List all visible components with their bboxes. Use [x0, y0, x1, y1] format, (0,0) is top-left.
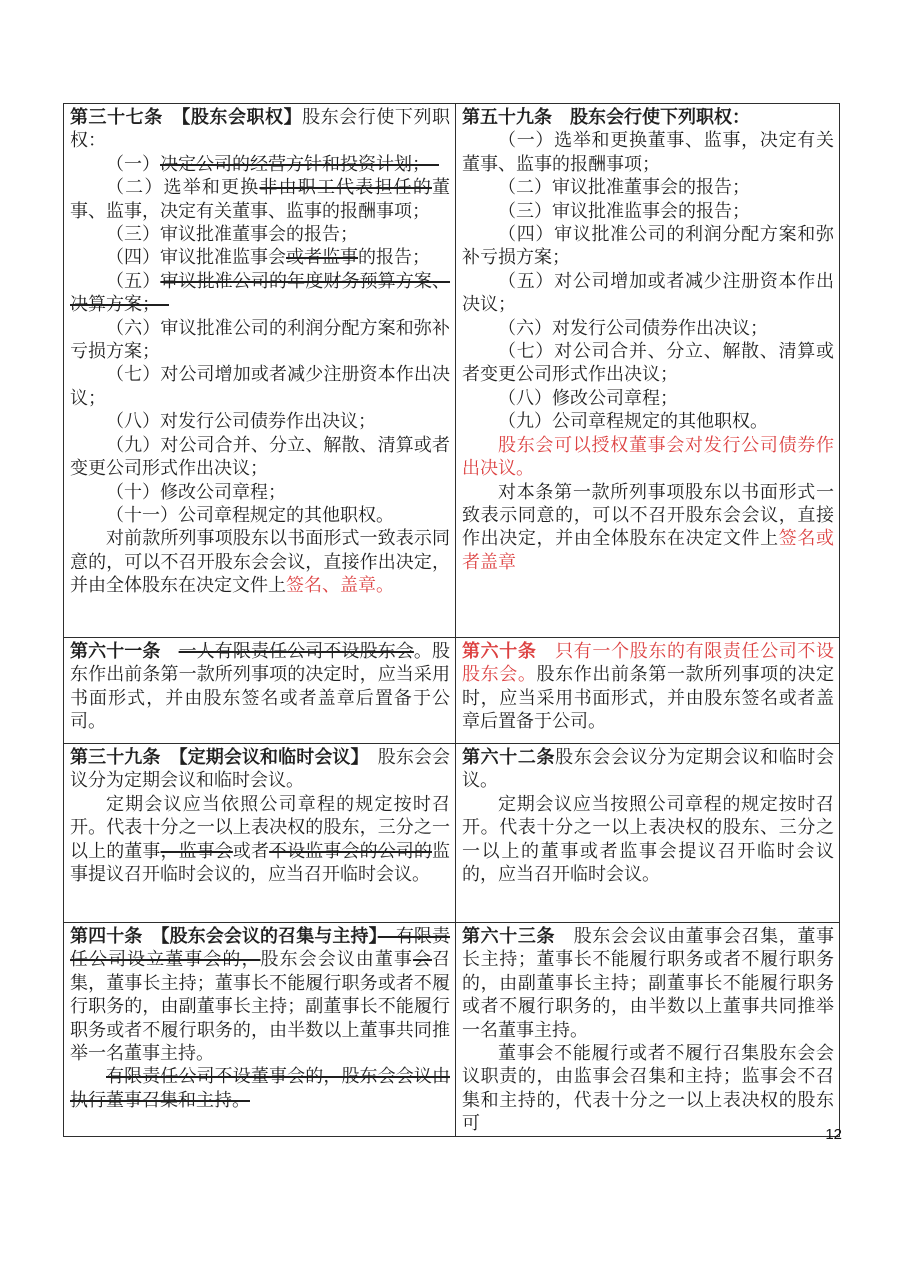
paragraph — [70, 106, 450, 153]
paragraph — [462, 387, 834, 410]
text-run: （八）修改公司章程； — [498, 387, 678, 408]
added-text: 只有一个股东的有限责任公司不设股东会。 — [462, 641, 835, 685]
paragraph — [462, 640, 834, 734]
text-run: 召集，董事长主持；董事长不能履行职务或者不履行职务的，由副董事长主持；副董事长不能履行职务或者不履行职务的，由半数以上董事共同推举一名董事主持。 — [70, 949, 451, 1064]
added-text: 股东会可以授权董事会对发行公司债券作出决议。 — [462, 434, 834, 479]
text-run: （七）对公司增加或者减少注册资本作出决议； — [70, 364, 450, 408]
paragraph — [70, 925, 450, 1065]
text-run: （十一）公司章程规定的其他职权。 — [106, 504, 394, 525]
text-run: 定期会议应当依照公司章程的规定按时召开。代表十分之一以上表决权的股东，三分之一以上的董事 — [70, 793, 450, 861]
paragraph — [462, 481, 834, 575]
article-heading: 第四十条 【股东会会议的召集与主持】 — [70, 926, 378, 946]
paragraph — [70, 317, 450, 364]
paragraph — [462, 746, 834, 793]
old-article-cell — [64, 638, 456, 744]
article-heading: 第三十七条 【股东会职权】 — [70, 107, 303, 127]
added-article-heading: 第六十条 — [462, 641, 556, 661]
deleted-text: ，监事会 — [160, 840, 233, 861]
paragraph — [70, 1065, 450, 1112]
text-run: 股东作出前条第一款所列事项的决定时，应当采用书面形式，并由股东签名或者盖章后置备于公司。 — [462, 664, 835, 732]
added-text: 签名或者盖章 — [462, 528, 835, 572]
text-run: （四）审议批准监事会 — [106, 247, 286, 268]
page-number: 12 — [825, 1126, 842, 1143]
table-row — [64, 104, 840, 638]
paragraph — [462, 1042, 834, 1136]
text-run: （一） — [106, 153, 160, 174]
paragraph — [462, 176, 834, 199]
paragraph — [462, 434, 834, 481]
deleted-text: 一人有限责任公司不设股东会 — [178, 641, 414, 661]
old-article-cell — [64, 104, 456, 638]
new-article-cell — [456, 638, 840, 744]
paragraph — [70, 246, 450, 269]
text-run: 对前款所列事项股东以书面形式一致表示同意的，可以不召开股东会会议，直接作出决定，并由全体股东在决定文件上 — [70, 528, 450, 596]
text-run: （九）对公司合并、分立、解散、清算或者变更公司形式作出决议； — [70, 434, 450, 479]
paragraph — [70, 527, 450, 597]
deleted-text: 审议批准公司的年度财务预算方案、决算方案； — [70, 270, 451, 315]
text-run: （二）审议批准董事会的报告； — [498, 177, 750, 198]
text-run: 股东会会议分为定期会议和临时会议。 — [70, 747, 451, 791]
text-run: （五）对公司增加或者减少注册资本作出决议； — [462, 270, 834, 315]
deleted-text: 有限责任公司设立董事会的， — [70, 926, 451, 970]
paragraph — [70, 176, 450, 223]
paragraph — [462, 129, 834, 176]
paragraph — [70, 746, 450, 793]
table-row — [64, 744, 840, 923]
paragraph — [70, 270, 450, 317]
deleted-text: 或者监事 — [286, 247, 358, 268]
paragraph — [462, 317, 834, 340]
text-run: 对本条第一款所列事项股东以书面形式一致表示同意的，可以不召开股东会会议，直接作出决定，并由全体股东在决定文件上 — [462, 481, 834, 549]
text-run: 股东会会议由董事会召集，董事长主持；董事长不能履行职务或者不履行职务的，由副董事长主持；副董事长不能履行职务或者不履行职务的，由半数以上董事共同推举一名董事主持。 — [462, 926, 835, 1040]
paragraph — [70, 481, 450, 504]
text-run: 股东会会议由董事 — [260, 949, 413, 970]
new-article-cell — [456, 923, 840, 1137]
paragraph — [70, 223, 450, 246]
text-run: 。股东作出前条第一款所列事项的决定时，应当采用书面形式，并由股东签名或者盖章后置备于公司。 — [70, 641, 451, 732]
text-run: 董事、监事，决定有关董事、监事的报酬事项； — [70, 177, 451, 221]
text-run: （一）选举和更换董事、监事，决定有关董事、监事的报酬事项； — [462, 130, 834, 174]
paragraph — [70, 363, 450, 410]
text-run: （七）对公司合并、分立、解散、清算或者变更公司形式作出决议； — [462, 341, 834, 385]
paragraph — [462, 200, 834, 223]
text-run: （九）公司章程规定的其他职权。 — [498, 411, 768, 432]
text-run: 定期会议应当按照公司章程的规定按时召开。代表十分之一以上表决权的股东、三分之一以上的董事或者监事会提议召开临时会议的，应当召开临时会议。 — [462, 793, 834, 885]
paragraph — [462, 106, 834, 129]
article-heading: 第六十二条 — [462, 747, 556, 767]
paragraph — [70, 640, 450, 734]
article-heading: 第三十九条 【定期会议和临时会议】 — [70, 747, 360, 767]
deleted-text: 会 — [412, 949, 433, 970]
text-run: （三）审议批准董事会的报告； — [106, 224, 358, 245]
paragraph — [70, 434, 450, 481]
text-run: 监事提议召开临时会议的，应当召开临时会议。 — [70, 840, 451, 885]
paragraph — [462, 270, 834, 317]
paragraph — [462, 410, 834, 433]
paragraph — [70, 410, 450, 433]
article-heading: 第六十一条 — [70, 641, 179, 661]
law-comparison-table — [63, 103, 840, 1137]
table-row — [64, 923, 840, 1137]
text-run: 股东会会议分为定期会议和临时会议。 — [462, 747, 835, 791]
article-heading: 第五十九条 股东会行使下列职权： — [462, 107, 750, 127]
text-run: 或者 — [232, 840, 270, 861]
old-article-cell — [64, 744, 456, 923]
text-run: （四）审议批准公司的利润分配方案和弥补亏损方案； — [462, 224, 834, 268]
text-run: （二）选举和更换 — [106, 177, 260, 198]
comparison-table-body — [64, 104, 840, 1137]
deleted-text: 不设监事会的公司的 — [269, 840, 433, 861]
text-run: （十）修改公司章程； — [106, 481, 286, 502]
text-run: （八）对发行公司债券作出决议； — [106, 411, 376, 432]
text-run: （六）对发行公司债券作出决议； — [498, 317, 768, 338]
text-run: 董事会不能履行或者不履行召集股东会会议职责的，由监事会召集和主持；监事会不召集和主持的，代表十分之一以上表决权的股东可 — [462, 1043, 834, 1134]
added-text: 签名、盖章。 — [286, 575, 394, 596]
paragraph — [462, 340, 834, 387]
text-run: （五） — [106, 270, 161, 291]
deleted-text: 决定公司的经营方针和投资计划； — [160, 153, 439, 174]
deleted-text: 有限责任公司不设董事会的，股东会会议由执行董事召集和主持。 — [70, 1066, 450, 1110]
paragraph — [70, 793, 450, 887]
paragraph — [462, 793, 834, 887]
deleted-text: 非由职工代表担任的 — [259, 177, 433, 198]
table-row — [64, 638, 840, 744]
text-run: （六）审议批准公司的利润分配方案和弥补亏损方案； — [70, 317, 450, 362]
paragraph — [70, 153, 450, 176]
paragraph — [462, 223, 834, 270]
article-heading: 第六十三条 — [462, 926, 574, 946]
new-article-cell — [456, 744, 840, 923]
text-run: 的报告； — [358, 247, 430, 268]
paragraph — [70, 504, 450, 527]
text-run: 股东会行使下列职权： — [70, 107, 451, 151]
new-article-cell — [456, 104, 840, 638]
old-article-cell — [64, 923, 456, 1137]
text-run: （三）审议批准监事会的报告； — [498, 200, 750, 221]
paragraph — [462, 925, 834, 1042]
